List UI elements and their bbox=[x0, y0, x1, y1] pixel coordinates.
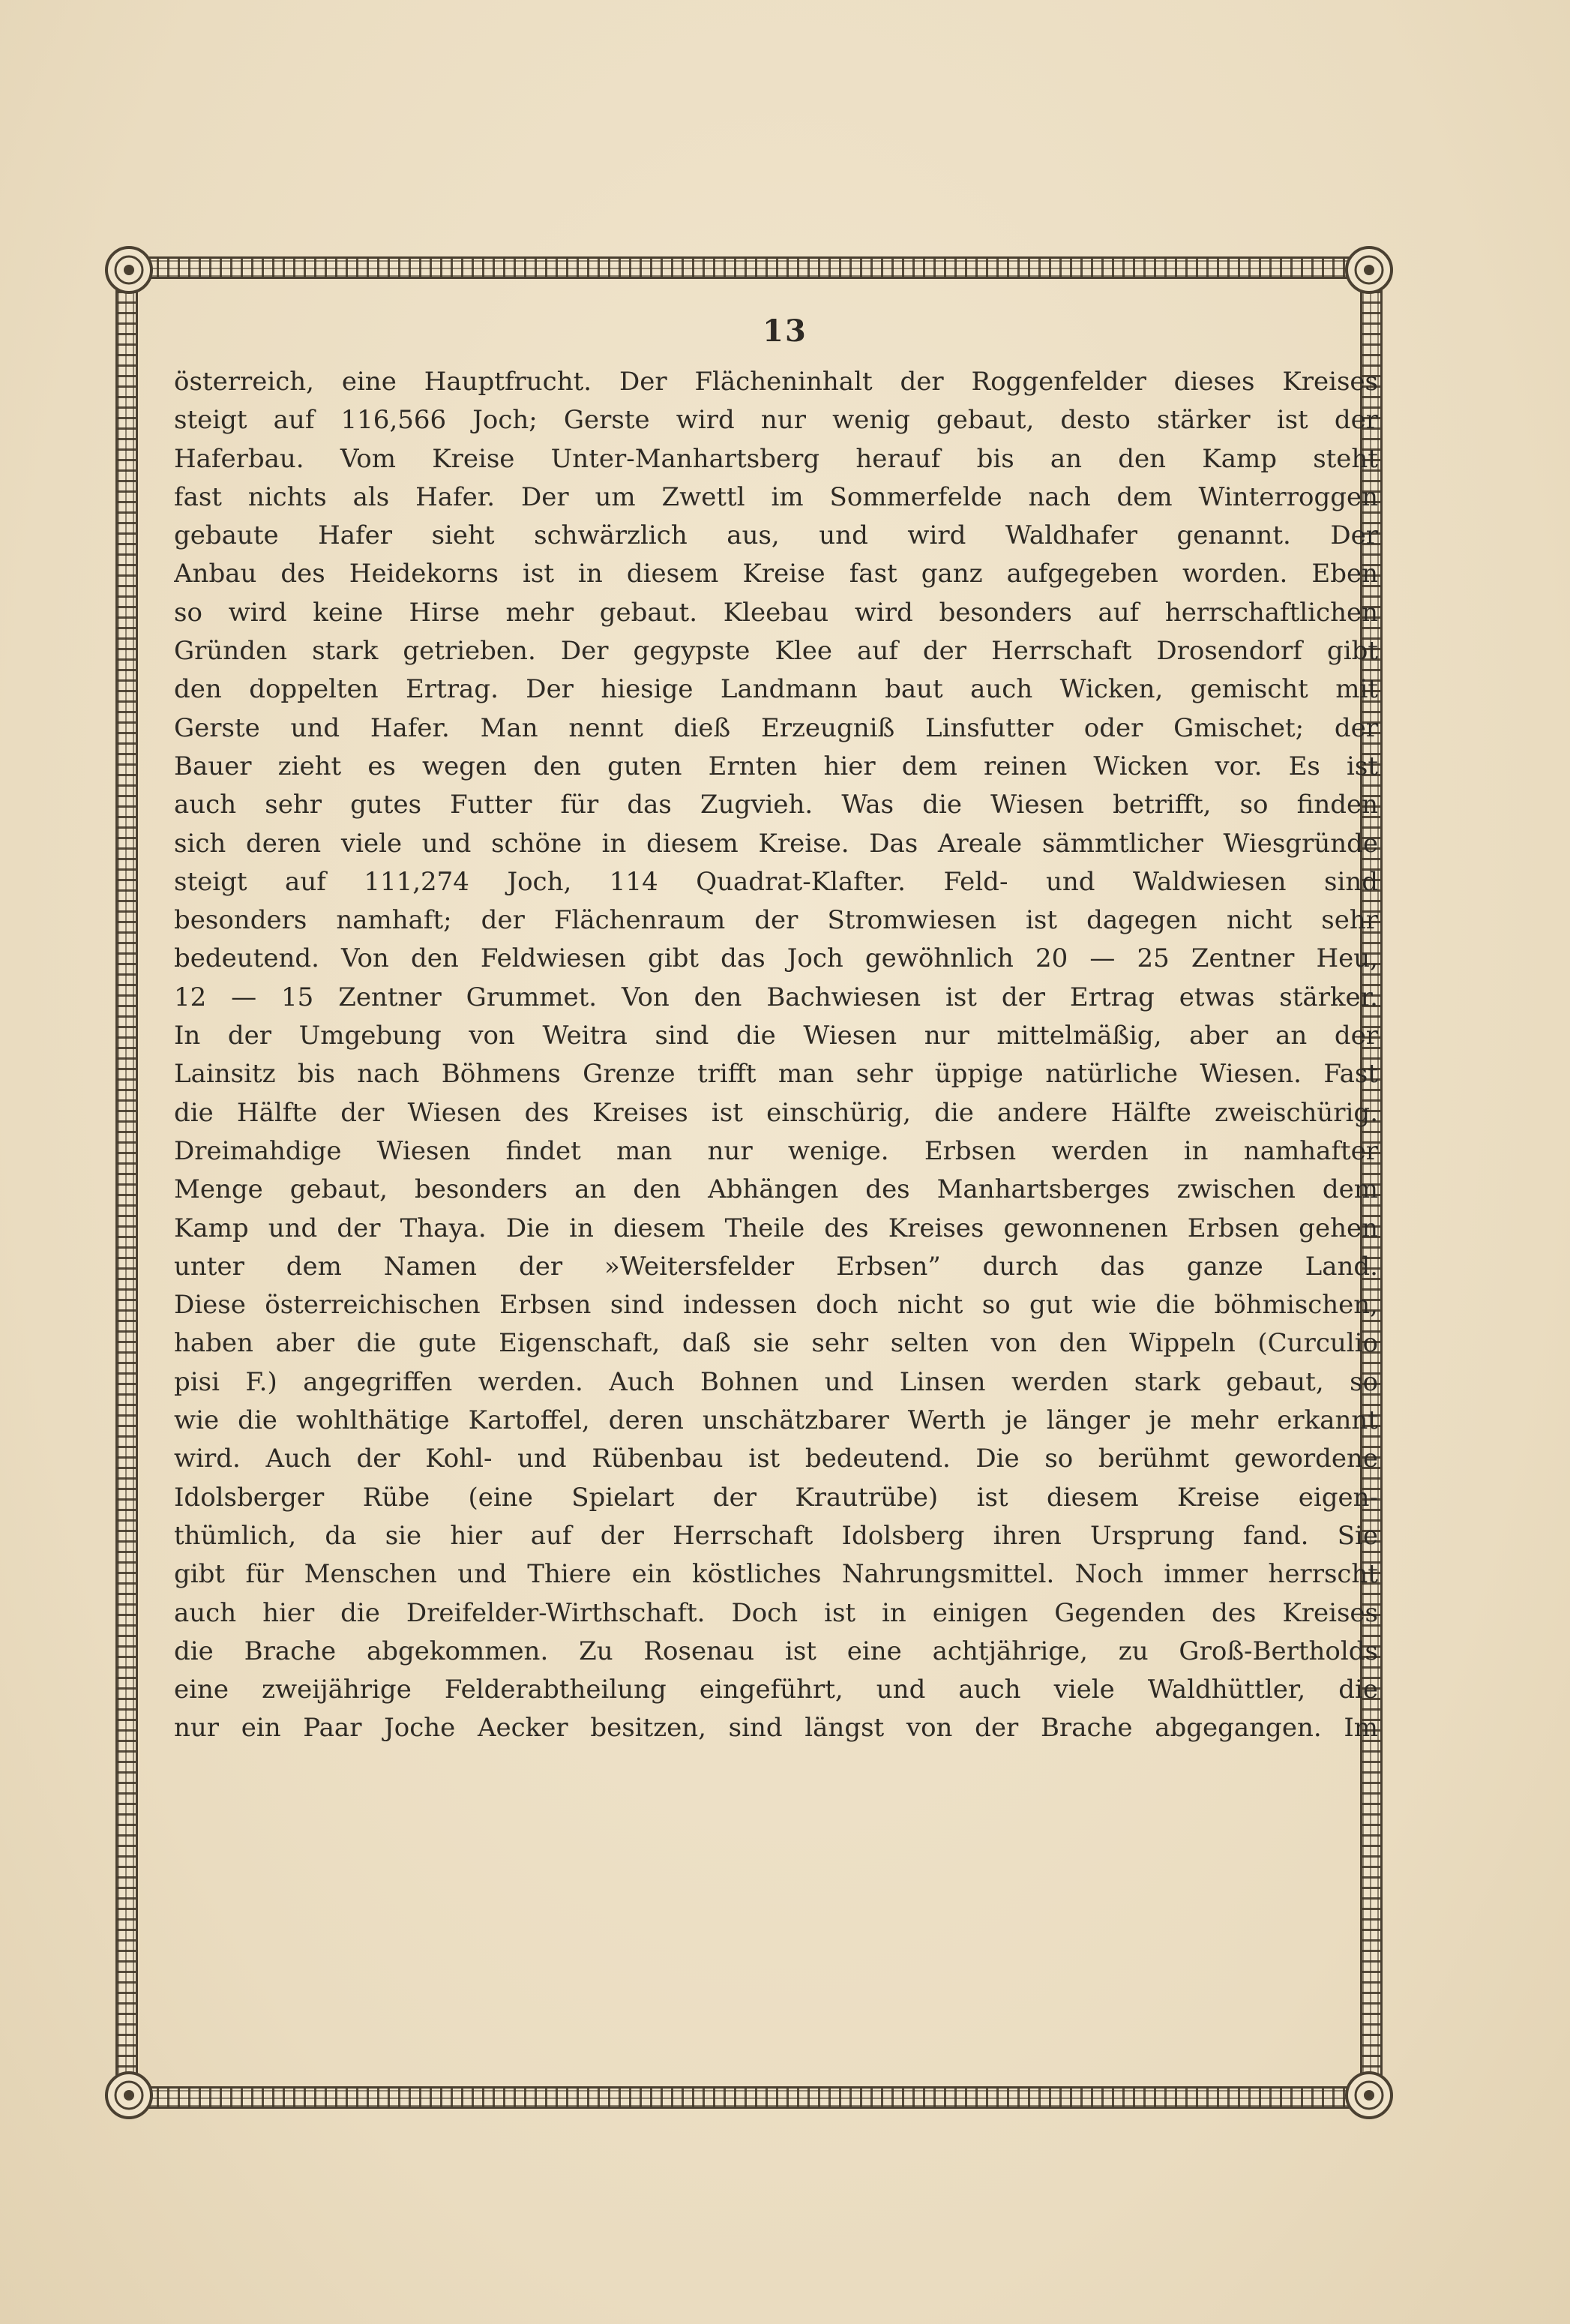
text-line: pisi F.) angegriffen werden. Auch Bohnen und Linsen werden stark gebaut, so bbox=[174, 1366, 1378, 1397]
text-line: Gerste und Hafer. Man nennt dieß Erzeugniß Linsfutter oder Gmischet; der bbox=[174, 712, 1378, 743]
text-line: die Brache abgekommen. Zu Rosenau ist eine achtjährige, zu Groß-Bertholds bbox=[174, 1636, 1378, 1666]
text-line: 12 — 15 Zentner Grummet. Von den Bachwiesen ist der Ertrag etwas stärker. bbox=[174, 982, 1378, 1012]
text-line: so wird keine Hirse mehr gebaut. Kleebau wird besonders auf herrschaftlichen bbox=[174, 597, 1378, 628]
text-line: Lainsitz bis nach Böhmens Grenze trifft man sehr üppige natürliche Wiesen. Fast bbox=[174, 1059, 1378, 1090]
border-bottom-band bbox=[112, 2086, 1386, 2109]
text-line: fast nichts als Hafer. Der um Zwettl im Sommerfelde nach dem Winterroggen bbox=[174, 481, 1378, 512]
text-line: steigt auf 111,274 Joch, 114 Quadrat-Klafter. Feld- und Waldwiesen sind bbox=[174, 866, 1378, 897]
text-line: eine zweijährige Felderabtheilung eingeführt, und auch viele Waldhüttler, die bbox=[174, 1675, 1378, 1705]
corner-ornament-icon bbox=[1338, 2064, 1401, 2127]
text-line: besonders namhaft; der Flächenraum der Stromwiesen ist dagegen nicht sehr bbox=[174, 905, 1378, 936]
text-line: unter dem Namen der »Weitersfelder Erbsen” durch das ganze Land. bbox=[174, 1251, 1378, 1282]
corner-ornament-icon bbox=[97, 238, 160, 301]
text-line: wird. Auch der Kohl- und Rübenbau ist bedeutend. Die so berühmt gewordene bbox=[174, 1444, 1378, 1474]
corner-ornament-icon bbox=[97, 2064, 160, 2127]
text-line: gebaute Hafer sieht schwärzlich aus, und wird Waldhafer genannt. Der bbox=[174, 520, 1378, 551]
text-line: bedeutend. Von den Feldwiesen gibt das Joch gewöhnlich 20 — 25 Zentner Heu, bbox=[174, 943, 1378, 974]
text-line: Diese österreichischen Erbsen sind indessen doch nicht so gut wie die böhmischen, bbox=[174, 1290, 1378, 1321]
text-line: den doppelten Ertrag. Der hiesige Landmann baut auch Wicken, gemischt mit bbox=[174, 674, 1378, 705]
page-number: 13 bbox=[763, 313, 807, 349]
text-line: Bauer zieht es wegen den guten Ernten hier dem reinen Wicken vor. Es ist bbox=[174, 751, 1378, 781]
text-line: Dreimahdige Wiesen findet man nur wenige. Erbsen werden in namhafter bbox=[174, 1135, 1378, 1166]
text-line: steigt auf 116,566 Joch; Gerste wird nur wenig gebaut, desto stärker ist der bbox=[174, 405, 1378, 436]
text-line: Idolsberger Rübe (eine Spielart der Krautrübe) ist diesem Kreise eigen- bbox=[174, 1482, 1378, 1513]
text-line: In der Umgebung von Weitra sind die Wiesen nur mittelmäßig, aber an der bbox=[174, 1021, 1378, 1051]
text-line: auch sehr gutes Futter für das Zugvieh. Was die Wiesen betrifft, so finden bbox=[174, 790, 1378, 820]
text-line: die Hälfte der Wiesen des Kreises ist einschürig, die andere Hälfte zweischürig. bbox=[174, 1097, 1378, 1128]
corner-ornament-icon bbox=[1338, 238, 1401, 301]
text-line: Haferbau. Vom Kreise Unter-Manhartsberg herauf bis an den Kamp steht bbox=[174, 443, 1378, 474]
text-line: nur ein Paar Joche Aecker besitzen, sind längst von der Brache abgegangen. Im bbox=[174, 1713, 1378, 1744]
text-line: haben aber die gute Eigenschaft, daß sie sehr selten von den Wippeln (Curculio bbox=[174, 1328, 1378, 1359]
border-left-band bbox=[115, 253, 138, 2112]
text-line: thümlich, da sie hier auf der Herrschaft Idolsberg ihren Ursprung fand. Sie bbox=[174, 1520, 1378, 1551]
text-line: Kamp und der Thaya. Die in diesem Theile des Kreises gewonnenen Erbsen gehen bbox=[174, 1213, 1378, 1243]
text-line: österreich, eine Hauptfrucht. Der Flächeninhalt der Roggenfelder dieses Kreises bbox=[174, 367, 1378, 397]
text-line: gibt für Menschen und Thiere ein köstliches Nahrungsmittel. Noch immer herrscht bbox=[174, 1559, 1378, 1590]
border-top-band bbox=[112, 256, 1386, 279]
body-text bbox=[174, 363, 1378, 1748]
text-line: sich deren viele und schöne in diesem Kreise. Das Areale sämmtlicher Wiesgründe bbox=[174, 828, 1378, 859]
text-line: auch hier die Dreifelder-Wirthschaft. Doch ist in einigen Gegenden des Kreises bbox=[174, 1597, 1378, 1628]
text-line: Gründen stark getrieben. Der gegypste Klee auf der Herrschaft Drosendorf gibt bbox=[174, 636, 1378, 667]
text-line: Anbau des Heidekorns ist in diesem Kreise fast ganz aufgegeben worden. Eben bbox=[174, 559, 1378, 589]
text-line: wie die wohlthätige Kartoffel, deren unschätzbarer Werth je länger je mehr erkannt bbox=[174, 1405, 1378, 1436]
text-line: Menge gebaut, besonders an den Abhängen des Manhartsberges zwischen dem bbox=[174, 1174, 1378, 1205]
